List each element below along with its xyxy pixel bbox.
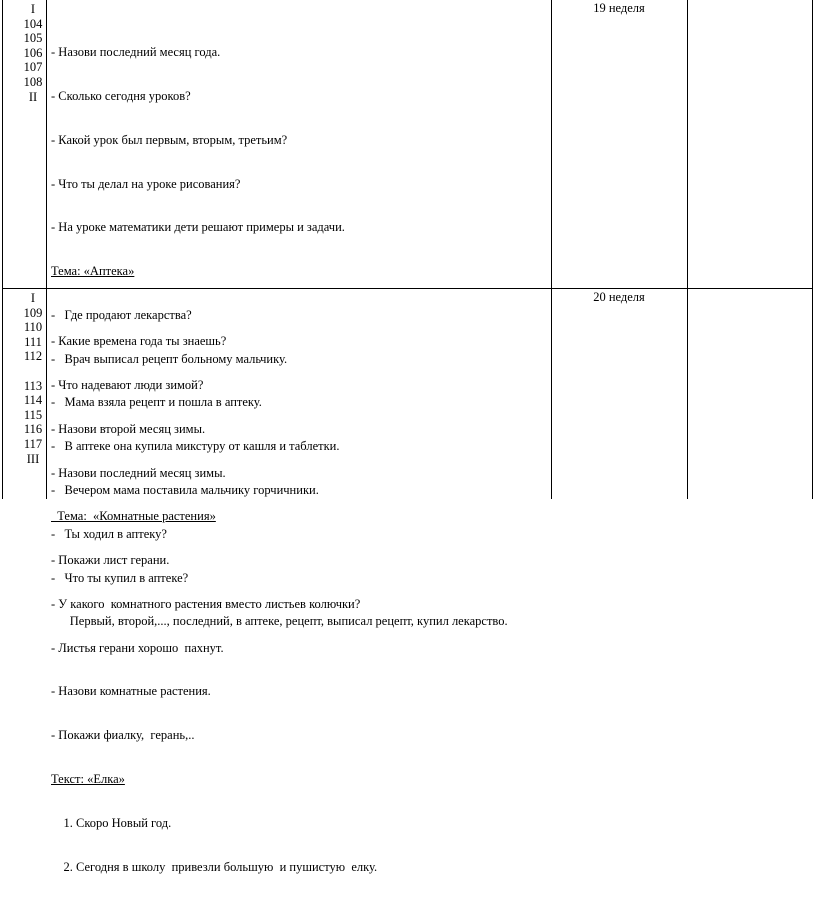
text-heading: Текст: «Елка» xyxy=(51,772,125,786)
topic-heading: Тема: «Аптека» xyxy=(51,264,135,279)
lesson-content: - Назови последний месяц года. - Сколько сегодня уроков? - Какой урок был первым, вторым, третьим? - Что ты делал на уроке рисования? - На уроке математики дети решают примеры и задачи. Тема: «Аптека» - Где продают лекарства? - Врач выписал рецепт больному мальчику. - Мама взяла рецепт и пошла в аптеку. - В аптеке она купила микстуру от кашля и таблетки. - Вечером мама поставила мальчику горчичники. - Ты ходил в аптеку? - Что ты купил в аптеке? Первый, второй,..., последний, в аптеке, рецепт, выписал рецепт, купил лекарство. xyxy=(51,16,551,658)
grid-line xyxy=(2,0,3,499)
week-label: 19 неделя xyxy=(593,1,645,15)
topic-heading: Тема: «Комнатные растения» xyxy=(51,509,216,524)
week-label: 20 неделя xyxy=(593,290,645,304)
grid-line xyxy=(687,0,688,499)
lesson-numbers: I 109 110 111 112 113 114 115 116 117 III xyxy=(23,291,43,466)
grid-line xyxy=(551,0,552,499)
lesson-numbers: I 104 105 106 107 108 II xyxy=(23,2,43,104)
grid-line xyxy=(812,0,813,499)
grid-line xyxy=(46,0,47,499)
lesson-content: - Какие времена года ты знаешь? - Что надевают люди зимой? - Назови второй месяц зимы. - Назови последний месяц зимы. Тема: «Комнатные растения» - Покажи лист герани. - У какого комнатного растения вместо листьев колючки? - Листья герани хорошо пахнут. - Назови комнатные растения. - Покажи фиалку, герань,.. Текст: «Елка» 1. Скоро Новый год. 2. Сегодня в школу привезли большую и пушистую елку. xyxy=(51,305,551,903)
